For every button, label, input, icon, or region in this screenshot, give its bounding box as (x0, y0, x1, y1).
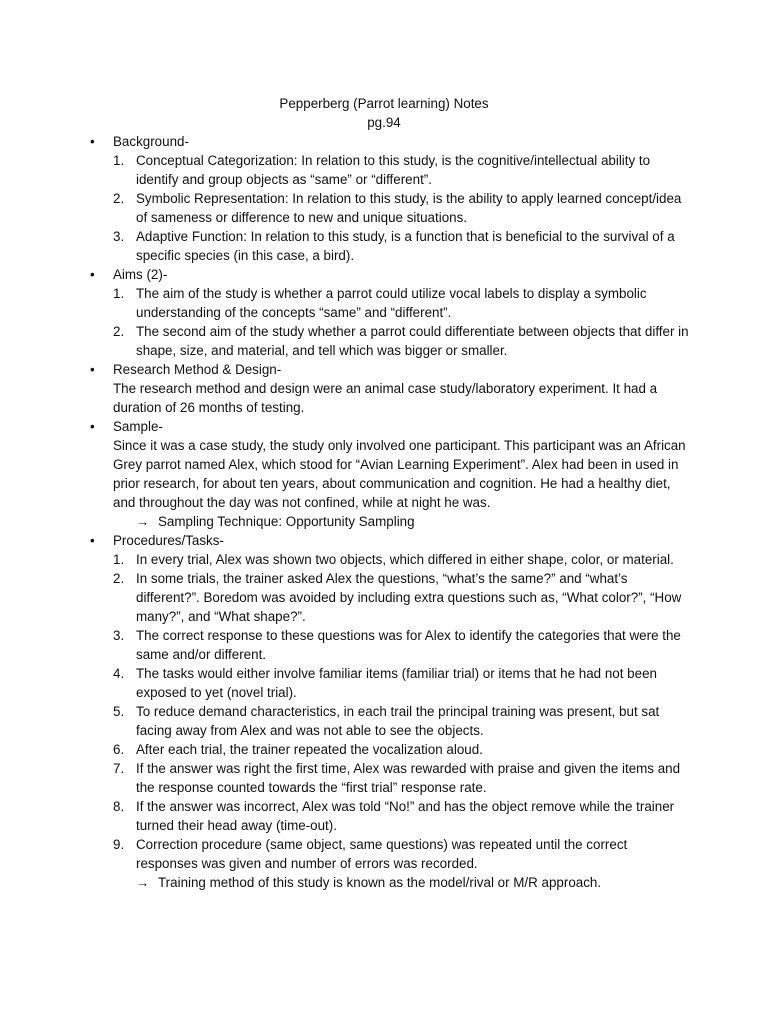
aims-list (90, 284, 690, 360)
list-item: 2. The second aim of the study whether a parrot could differentiate between objects that differ in shape, size, and material, and tell which was bigger or smaller. (113, 324, 689, 358)
list-item: 8. If the answer was incorrect, Alex was told “No!” and has the object remove while the trainer turned their head away (time-out). (113, 799, 675, 833)
bullet-dot-icon: • (90, 134, 95, 149)
bullet-sample (90, 417, 690, 436)
procedures-list (90, 550, 690, 873)
bullet-procedures (90, 531, 690, 550)
page-reference: pg.94 (367, 115, 401, 130)
list-item: 3. Adaptive Function: In relation to this study, is a function that is beneficial to the survival of a specific species (in this case, a bird). (113, 229, 675, 263)
bullet-aims (90, 265, 690, 284)
list-item: 1. The aim of the study is whether a parrot could utilize vocal labels to display a symbolic understanding of the concepts “same” and “different”. (113, 286, 647, 320)
bullet-dot-icon: • (90, 362, 95, 377)
background-list (90, 151, 690, 265)
research-text: The research method and design were an animal case study/laboratory experiment. It had a duration of 26 months of testing. (113, 381, 658, 415)
list-item: 6. After each trial, the trainer repeated the vocalization aloud. (113, 742, 483, 757)
bullet-background (90, 132, 690, 151)
list-item: 2. Symbolic Representation: In relation to this study, is the ability to apply learned concept/idea of sameness or difference to new and unique situations. (113, 191, 682, 225)
sample-arrow-note: → Sampling Technique: Opportunity Sampling (136, 514, 415, 529)
bullet-dot-icon: • (90, 533, 95, 548)
list-item: 5. To reduce demand characteristics, in each trail the principal training was present, but sat facing away from Alex and was not able to see the objects. (113, 704, 660, 738)
arrow-right-icon: → (136, 875, 150, 890)
list-item: 4. The tasks would either involve familiar items (familiar trial) or items that he had not been exposed to yet (novel trial). (113, 666, 657, 700)
procedures-arrow-note: → Training method of this study is known as the model/rival or M/R approach. (136, 875, 602, 890)
list-item: 7. If the answer was right the first time, Alex was rewarded with praise and given the items and the response counted towards the “first trial” response rate. (113, 761, 681, 795)
notes-content (90, 132, 690, 892)
bullet-dot-icon: • (90, 267, 95, 282)
list-item: 2. In some trials, the trainer asked Alex the questions, “what’s the same?” and “what’s different?”. Boredom was avoided by including extra questions such as, “What color?”, “How many?”, and “What shape?”. (113, 571, 682, 624)
section-heading-procedures: Procedures/Tasks- (113, 533, 224, 548)
section-heading-background: Background- (113, 134, 189, 149)
arrow-right-icon: → (136, 514, 150, 529)
list-item: 1. In every trial, Alex was shown two objects, which differed in either shape, color, or material. (113, 552, 674, 567)
bullet-dot-icon: • (90, 419, 95, 434)
list-item: 1. Conceptual Categorization: In relation to this study, is the cognitive/intellectual ability to identify and group objects as “same” or “different”. (113, 153, 651, 187)
list-item: 9. Correction procedure (same object, same questions) was repeated until the correct responses was given and number of errors was recorded. (113, 837, 628, 871)
page-title: Pepperberg (Parrot learning) Notes (279, 96, 489, 111)
bullet-research (90, 360, 690, 379)
list-item: 3. The correct response to these questions was for Alex to identify the categories that were the same and/or different. (113, 628, 681, 662)
section-heading-aims: Aims (2)- (113, 267, 168, 282)
section-heading-research: Research Method & Design- (113, 362, 282, 377)
sample-text: Since it was a case study, the study only involved one participant. This participant was an African Grey parrot named Alex, which stood for “Avian Learning Experiment”. Alex had been in used in prior research, for about ten years, about communication and cognition. He had a healthy diet, and throughout the day was not confined, while at night he was. (113, 438, 686, 510)
section-heading-sample: Sample- (113, 419, 163, 434)
title-block (0, 94, 768, 132)
